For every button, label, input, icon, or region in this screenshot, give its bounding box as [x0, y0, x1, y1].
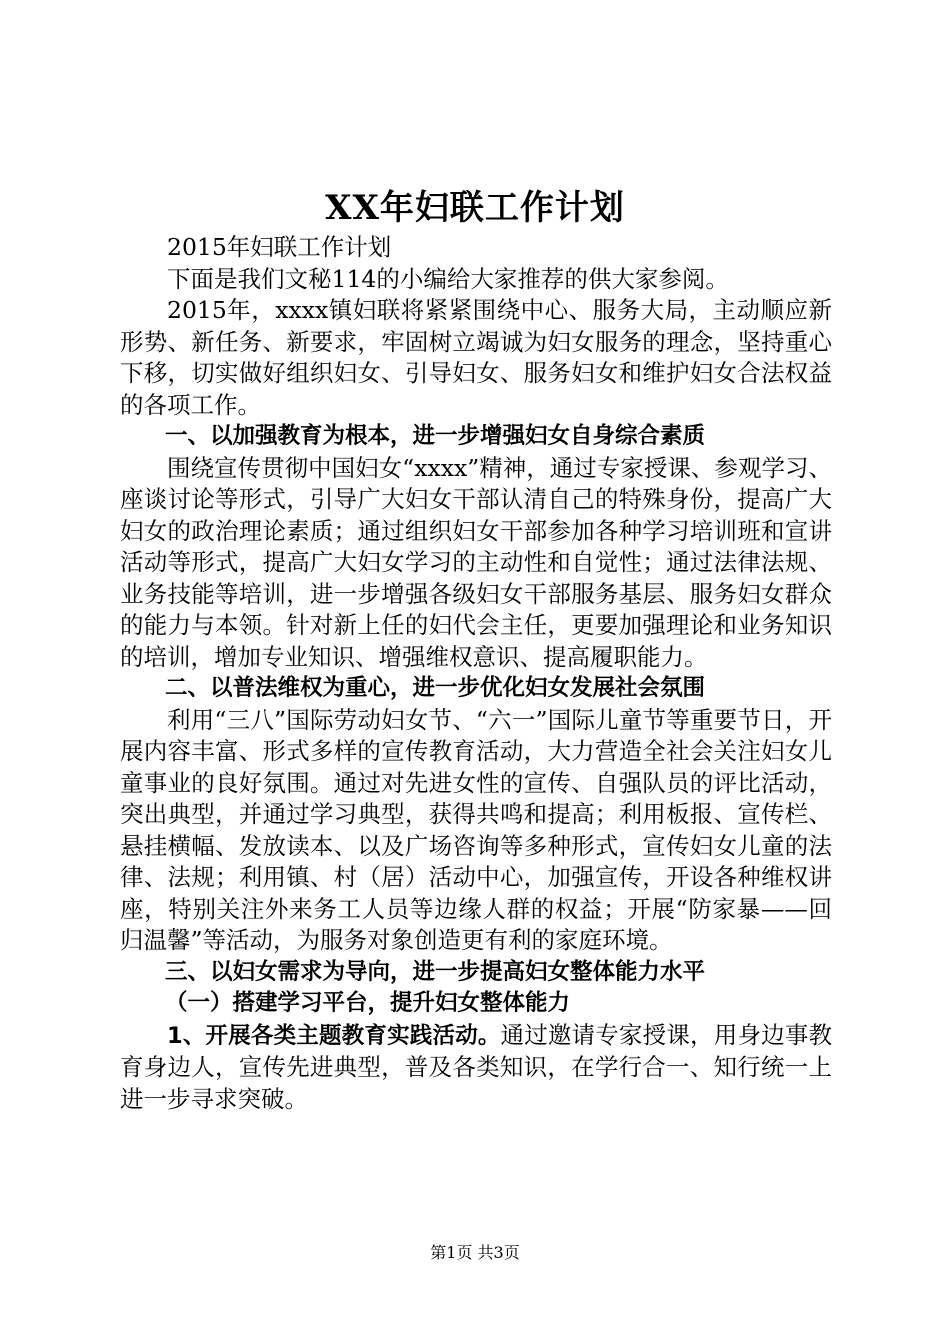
document-body: [120, 232, 832, 1115]
document-title: XX年妇联工作计划: [325, 188, 625, 228]
item-body: 通过邀请专家授课，用身边事教育身边人，宣传先进典型，普及各类知识，在学行合一、知行统一上进一步寻求突破。: [120, 1020, 833, 1113]
paragraph-overview: 2015年，xxxx镇妇联将紧紧围绕中心、服务大局，主动顺应新形势、新任务、新要求，牢固树立竭诚为妇女服务的理念，坚持重心下移，切实做好组织妇女、引导妇女、服务妇女和维护妇女合法权益的各项工作。: [120, 296, 832, 419]
subsection-heading-1: （一）搭建学习平台，提升妇女整体能力: [165, 990, 571, 1016]
paragraph-intro: 下面是我们文秘114的小编给大家推荐的供大家参阅。: [167, 264, 729, 293]
section-heading-2: 二、以普法维权为重心，进一步优化妇女发展社会氛围: [165, 675, 706, 701]
paragraph-section-2: 利用“三八”国际劳动妇女节、“六一”国际儿童节等重要节日，开展内容丰富、形式多样的宣传教育活动，大力营造全社会关注妇女儿童事业的良好氛围。通过对先进女性的宣传、自强队员的评比活动，突出典型，并通过学习典型，获得共鸣和提高；利用板报、宣传栏、悬挂横幅、发放读本、以及广场咨询等多种形式，宣传妇女儿童的法律、法规；利用镇、村（居）活动中心，加强宣传，开设各种维权讲座，特别关注外来务工人员等边缘人群的权益；开展“防家暴——回归温馨”等活动，为服务对象创造更有利的家庭环境。: [120, 705, 832, 954]
section-heading-1: 一、以加强教育为根本，进一步增强妇女自身综合素质: [165, 423, 706, 449]
section-heading-3: 三、以妇女需求为导向，进一步提高妇女整体能力水平: [165, 958, 706, 985]
paragraph-section-1: 围绕宣传贯彻中国妇女“xxxx”精神，通过专家授课、参观学习、座谈讨论等形式，引导广大妇女干部认清自己的特殊身份，提高广大妇女的政治理论素质；通过组织妇女干部参加各种学习培训班和宣讲活动等形式，提高广大妇女学习的主动性和自觉性；通过法律法规、业务技能等培训，进一步增强各级妇女干部服务基层、服务妇女群众的能力与本领。针对新上任的妇代会主任，更要加强理论和业务知识的培训，增加专业知识、增强维权意识、提高履职能力。: [120, 453, 832, 671]
paragraph-item-1: [120, 1020, 832, 1116]
item-lead: 1、开展各类主题教育实践活动。: [167, 1022, 501, 1049]
paragraph-subtitle: 2015年妇联工作计划: [167, 233, 392, 261]
page-footer: 第1页 共3页: [430, 1243, 520, 1262]
